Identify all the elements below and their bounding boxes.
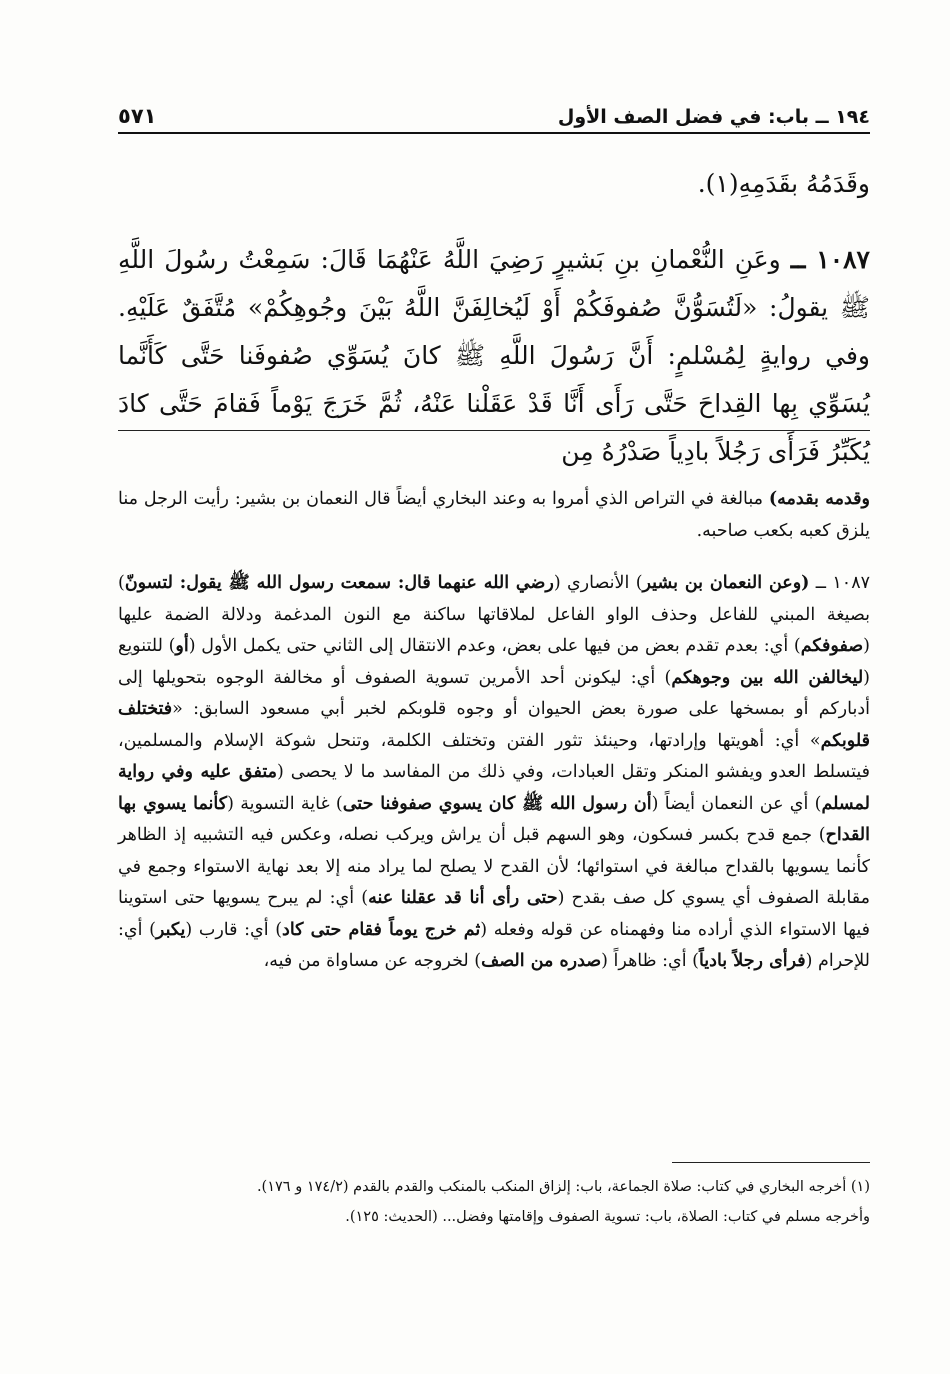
hadith-text: [118, 236, 870, 476]
commentary-paragraph: [118, 484, 870, 547]
commentary-lemma: ليخالفن الله بين وجوهكم: [671, 667, 864, 688]
commentary-lemma: أن رسول الله ﷺ كان يسوي صفوفنا حتى: [342, 793, 652, 814]
commentary-lemma: صدره من الصف: [481, 951, 602, 971]
commentary-paragraph: [118, 568, 870, 978]
matn-separator: [118, 430, 870, 431]
commentary-lemma: صفوفكم: [800, 636, 864, 656]
commentary-text: ) للتنويع (: [118, 636, 870, 688]
footnote-1: (١) أخرجه البخاري في كتاب: صلاة الجماعة، باب: إلزاق المنكب بالمنكب والقدم بالقدم (١٧٤/٢ و ١٧٦).: [256, 1179, 870, 1195]
commentary-lemma: رضي الله عنهما قال: سمعت رسول الله ﷺ يقول: لتسونّ: [124, 573, 554, 593]
commentary-text: ) لخروجه عن مساواة من فيه،: [263, 951, 482, 971]
hadith-body: وعَنِ النُّعْمانِ بنِ بَشيرٍ رَضِيَ اللَّهُ عَنْهُمَا قَالَ: سَمِعْتُ رسُولَ اللَّهِ ﷺ يقولُ: «لَتُسَوُّنَّ صُفوفَكُمْ أَوْ لَيُخالِفَنَّ اللَّهُ بَيْنَ وجُوهِكُمْ» مُتَّفَقٌ عَلَيْهِ. وفي روايةٍ لِمُسْلمٍ: أَنَّ رَسُولَ اللَّهِ ﷺ كانَ يُسَوِّي صُفوفَنا حَتَّى كَأَنَّما يُسَوِّي بِها القِداحَ حَتَّى رَأَى أَنَّا قَدْ عَقَلْنا عَنْهُ، ثُمَّ خَرَجَ يَوْماً فَقامَ حَتَّى كادَ يُكَبِّرُ فَرَأَى رَجُلاً بادِياً صَدْرُهُ مِن: [118, 245, 870, 466]
commentary-lemma: حتى رأى أنا قد عقلنا عنه: [368, 888, 558, 908]
commentary-lemma: كأنما يسوي بها القداح: [118, 793, 870, 845]
commentary-text: ) جمع قدح بكسر فسكون، وهو السهم قبل أن يراش ويركب نصله، وعكس فيه التشبيه إذ الظاهر كأنما يسويها بالقداح مبالغة في استوائها؛ لأن القدح لا يصلح لما يراد منه إلا بعد نهاية الاستواء وجمع في مقابلة الصفوف أي يسوي كل صف بقدح (: [118, 825, 870, 908]
commentary-lemma: أو: [175, 636, 189, 656]
commentary-text: ) أي: قارب (: [185, 919, 283, 940]
chapter-title: ١٩٤ ــ باب: في فضل الصف الأول: [557, 106, 870, 128]
commentary-text: ) أي: ليكونن أحد الأمرين تسوية الصفوف أو مخالفة الوجوه بتحويلها إلى أدباركم أو بمسخها على صورة بعض الحيوان أو وجوه قلوبكم لخبر أبي مسعود السابق: «: [118, 667, 870, 719]
commentary-text: ) الأنصاري (: [553, 573, 643, 593]
commentary-text: ) أي: ظاهراً (: [601, 951, 699, 971]
footnotes: [118, 1172, 870, 1232]
commentary-text: ) غاية التسوية (: [227, 793, 343, 814]
commentary-text: ) بصيغة المبني للفاعل وحذف الواو الفاعل لملاقاتها ساكنة مع النون المدغمة ودلالة الضمة عليها (: [118, 573, 870, 656]
commentary-text: » أي: أهويتها وإرادتها، وحينئذ تثور الفتن وتختلف الكلمة، وتنحل شوكة الإسلام والمسلمين، فيتسلط العدو ويفشو المنكر وتقل العبادات، وفي ذلك من المفاسد ما لا يحصى (: [118, 730, 871, 782]
commentary-lemma: متفق عليه وفي رواية لمسلم: [118, 762, 870, 814]
footnote-separator: [672, 1162, 870, 1163]
running-header: [118, 92, 870, 134]
commentary-text: ) أي: للإحرام (: [118, 919, 870, 971]
commentary-lemma: (وعن النعمان بن بشير: [642, 573, 810, 593]
commentary-lemma: فتختلف قلوبكم: [118, 699, 870, 751]
page-number: ٥٧١: [118, 104, 157, 128]
commentary-text: ) أي عن النعمان أيضاً (: [651, 793, 822, 814]
matn-continuation: وقَدَمُهُ بقَدَمِهِ(١).: [697, 169, 870, 198]
commentary-text: ١٠٨٧ ــ: [809, 573, 870, 593]
commentary-lemma: ثم خرج يوماً فقام حتى كاد: [282, 919, 481, 940]
commentary-text: ) أي: بعدم تقدم بعض من فيها على بعض، وعدم الانتقال إلى الثاني حتى يكمل الأول (: [188, 636, 801, 656]
commentary-lemma: يكبر: [155, 919, 186, 940]
footnote-2: وأخرجه مسلم في كتاب: الصلاة، باب: تسوية الصفوف وإقامتها وفضل... (الحديث: ١٢٥).: [345, 1209, 870, 1225]
commentary-text: ) أي: لم يبرح يسويها حتى استوينا فيها الاستواء الذي أراده منا وفهمناه عن قوله وفعله (: [118, 888, 870, 940]
commentary-lemma: وقدمه بقدمه): [768, 489, 870, 509]
hadith-number: ١٠٨٧ ــ: [790, 245, 870, 274]
commentary-lemma: فرأى رجلاً بادياً: [698, 951, 806, 971]
commentary-text: مبالغة في التراص الذي أمروا به وعند البخاري أيضاً قال النعمان بن بشير: رأيت الرجل منا يلزق كعبه بكعب صاحبه.: [118, 489, 870, 541]
